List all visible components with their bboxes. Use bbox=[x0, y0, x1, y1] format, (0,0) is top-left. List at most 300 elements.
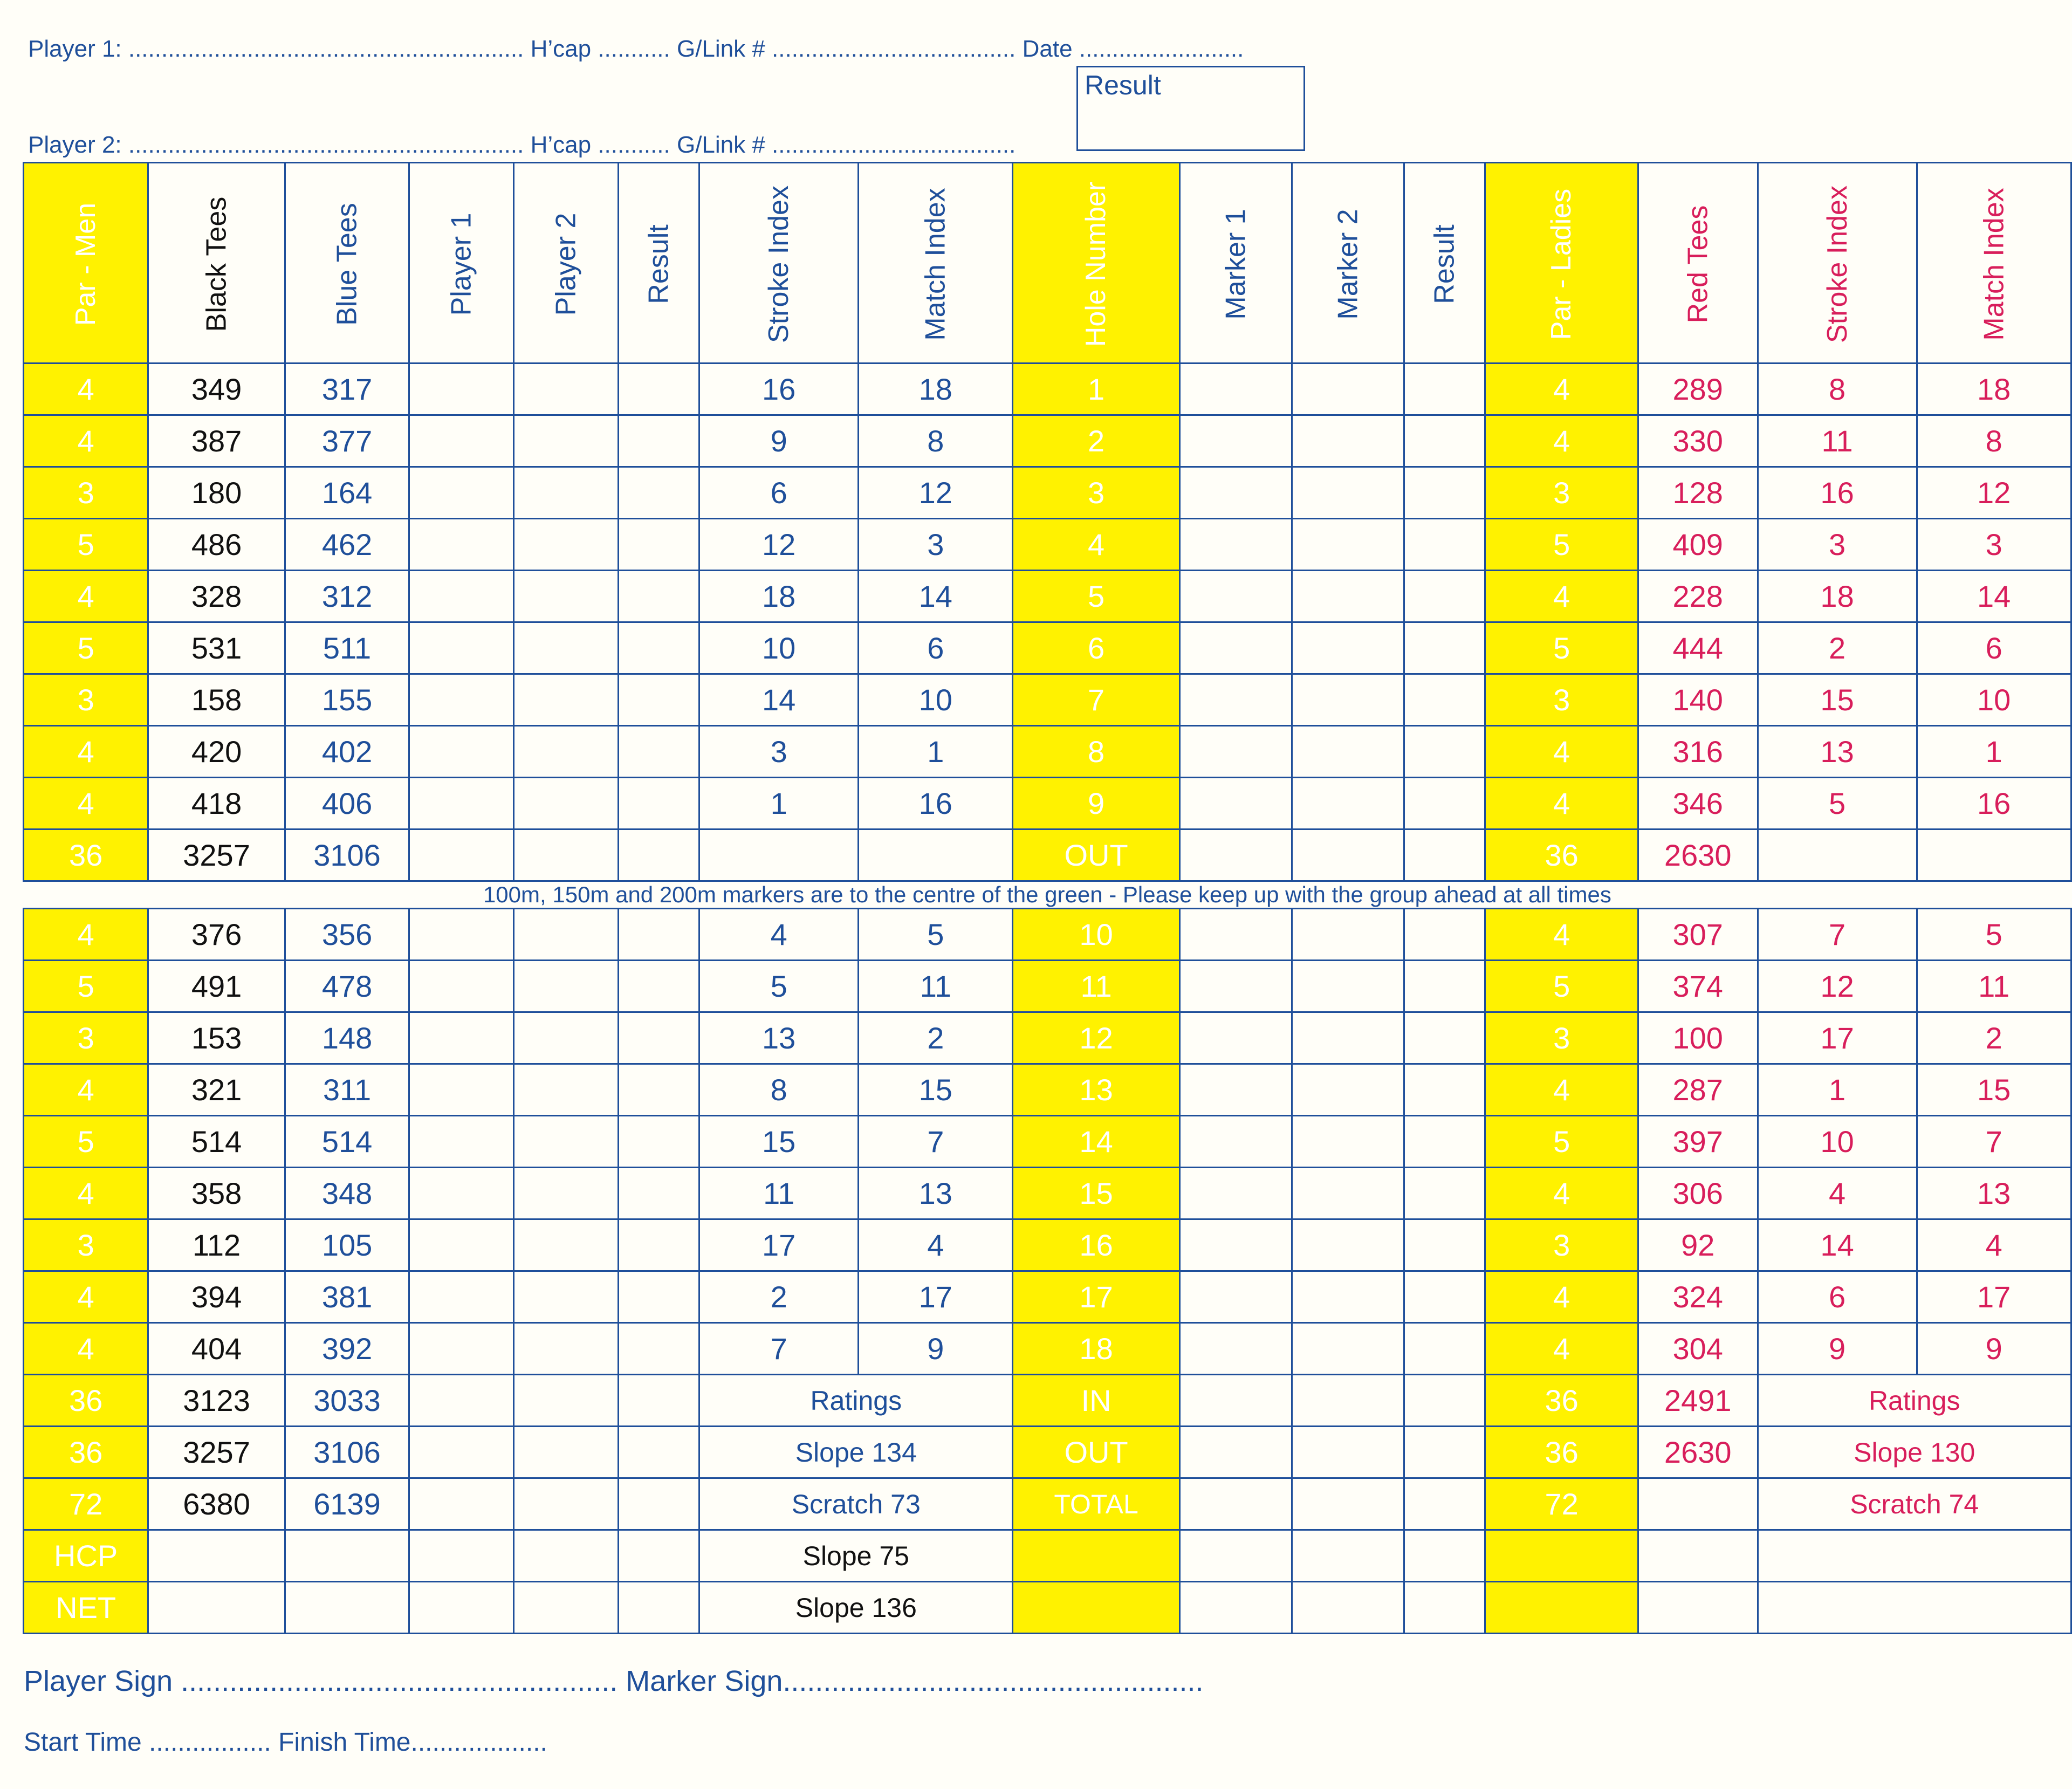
marker-result-total[interactable] bbox=[1404, 1375, 1485, 1427]
marker-result-cell[interactable] bbox=[1404, 778, 1485, 830]
player1-score-cell[interactable] bbox=[409, 961, 514, 1012]
player2-hcp[interactable] bbox=[514, 1530, 619, 1582]
result-cell[interactable] bbox=[618, 415, 699, 467]
par-men-cell: 3 bbox=[24, 1012, 148, 1064]
par-ladies-cell: 4 bbox=[1485, 571, 1638, 622]
red-tees-cell: 409 bbox=[1638, 519, 1758, 571]
hole-row bbox=[24, 571, 2071, 622]
marker-result-net[interactable] bbox=[1404, 1582, 1485, 1634]
hole-row bbox=[24, 1012, 2071, 1064]
player2-score-cell[interactable] bbox=[514, 1012, 619, 1064]
marker2-score-cell[interactable] bbox=[1292, 1116, 1404, 1168]
marker1-score-cell[interactable] bbox=[1179, 467, 1292, 519]
par-men-cell: 5 bbox=[24, 519, 148, 571]
par-men-cell: 4 bbox=[24, 1064, 148, 1116]
column-header-label: Hole Number bbox=[1080, 181, 1112, 347]
marker1-score-cell[interactable] bbox=[1179, 622, 1292, 674]
ladies-match-index-cell: 4 bbox=[1917, 1219, 2071, 1271]
marker2-score-cell[interactable] bbox=[1292, 674, 1404, 726]
par-ladies-cell: 4 bbox=[1485, 1168, 1638, 1219]
player1-score-cell[interactable] bbox=[409, 467, 514, 519]
stroke-index-cell: 4 bbox=[699, 909, 859, 961]
match-index-cell: 18 bbox=[859, 364, 1013, 415]
ladies-match-index-cell: 17 bbox=[1917, 1271, 2071, 1323]
stroke-index-cell: 17 bbox=[699, 1219, 859, 1271]
blue-tees-total: 3106 bbox=[285, 830, 409, 881]
player1-total[interactable] bbox=[409, 1375, 514, 1427]
player1-score-cell[interactable] bbox=[409, 364, 514, 415]
note-row bbox=[24, 881, 2071, 909]
stroke-index-cell: 5 bbox=[699, 961, 859, 1012]
column-header-label: Marker 2 bbox=[1332, 209, 1364, 320]
result-cell[interactable] bbox=[618, 1012, 699, 1064]
ladies-blank bbox=[1758, 1582, 2071, 1634]
player1-score-cell[interactable] bbox=[409, 674, 514, 726]
player1-total[interactable] bbox=[409, 1478, 514, 1530]
par-men-cell: 4 bbox=[24, 778, 148, 830]
ladies-match-index-cell: 5 bbox=[1917, 909, 2071, 961]
player1-score-cell[interactable] bbox=[409, 1168, 514, 1219]
marker-result-cell[interactable] bbox=[1404, 674, 1485, 726]
player2-score-cell[interactable] bbox=[514, 467, 619, 519]
player1-total[interactable] bbox=[409, 1427, 514, 1478]
marker1-score-cell[interactable] bbox=[1179, 1168, 1292, 1219]
marker1-score-cell[interactable] bbox=[1179, 1116, 1292, 1168]
red-tees-total: 2630 bbox=[1638, 1427, 1758, 1478]
result-cell[interactable] bbox=[618, 909, 699, 961]
red-tees-total: 2491 bbox=[1638, 1375, 1758, 1427]
result-total[interactable] bbox=[618, 1375, 699, 1427]
marker-result-cell[interactable] bbox=[1404, 415, 1485, 467]
red-blank[interactable] bbox=[1638, 1530, 1758, 1582]
mens-rating: Slope 136 bbox=[699, 1582, 1013, 1634]
blue-tees-cell: 462 bbox=[285, 519, 409, 571]
column-header bbox=[618, 163, 699, 364]
player2-score-cell[interactable] bbox=[514, 1323, 619, 1375]
result-cell[interactable] bbox=[618, 1323, 699, 1375]
player2-total[interactable] bbox=[514, 1427, 619, 1478]
player1-score-cell[interactable] bbox=[409, 519, 514, 571]
ladies-stroke-index-cell: 2 bbox=[1758, 622, 1917, 674]
red-tees-cell: 397 bbox=[1638, 1116, 1758, 1168]
player1-score-cell[interactable] bbox=[409, 1219, 514, 1271]
player2-score-cell[interactable] bbox=[514, 519, 619, 571]
ladies-stroke-index-cell: 3 bbox=[1758, 519, 1917, 571]
hole-row bbox=[24, 1116, 2071, 1168]
player2-score-cell[interactable] bbox=[514, 415, 619, 467]
marker2-total[interactable] bbox=[1292, 830, 1404, 881]
marker1-score-cell[interactable] bbox=[1179, 415, 1292, 467]
marker-result-cell[interactable] bbox=[1404, 726, 1485, 778]
result-cell[interactable] bbox=[618, 1219, 699, 1271]
black-tees-cell: 153 bbox=[148, 1012, 285, 1064]
marker1-total[interactable] bbox=[1179, 1427, 1292, 1478]
marker-result-total[interactable] bbox=[1404, 1478, 1485, 1530]
result-box[interactable] bbox=[1076, 66, 1305, 151]
result-cell[interactable] bbox=[618, 961, 699, 1012]
par-men-cell: 4 bbox=[24, 364, 148, 415]
player2-net[interactable] bbox=[514, 1582, 619, 1634]
blue-tees-cell: 478 bbox=[285, 961, 409, 1012]
red-tees-total: 2630 bbox=[1638, 830, 1758, 881]
result-cell[interactable] bbox=[618, 622, 699, 674]
black-tees-total: 3123 bbox=[148, 1375, 285, 1427]
player2-score-cell[interactable] bbox=[514, 622, 619, 674]
black-tees-cell: 394 bbox=[148, 1271, 285, 1323]
stroke-index-cell: 15 bbox=[699, 1116, 859, 1168]
grand-total-row bbox=[24, 1478, 2071, 1530]
red-tees-cell: 289 bbox=[1638, 364, 1758, 415]
marker-result-cell[interactable] bbox=[1404, 364, 1485, 415]
marker-result-hcp[interactable] bbox=[1404, 1530, 1485, 1582]
ladies-blank bbox=[1758, 1530, 2071, 1582]
result-total[interactable] bbox=[618, 1427, 699, 1478]
blue-tees-cell: 381 bbox=[285, 1271, 409, 1323]
result-cell[interactable] bbox=[618, 1271, 699, 1323]
ladies-stroke-index-cell: 6 bbox=[1758, 1271, 1917, 1323]
hole-row bbox=[24, 1064, 2071, 1116]
red-tees-cell: 324 bbox=[1638, 1271, 1758, 1323]
times-line[interactable]: Start Time ................. Finish Time................... bbox=[24, 1728, 547, 1757]
hole-row bbox=[24, 1219, 2071, 1271]
marker2-score-cell[interactable] bbox=[1292, 1012, 1404, 1064]
result-total[interactable] bbox=[618, 830, 699, 881]
black-blank[interactable] bbox=[148, 1582, 285, 1634]
hole-row bbox=[24, 778, 2071, 830]
player1-score-cell[interactable] bbox=[409, 1012, 514, 1064]
marker-result-cell[interactable] bbox=[1404, 1012, 1485, 1064]
match-index-cell: 11 bbox=[859, 961, 1013, 1012]
player1-score-cell[interactable] bbox=[409, 778, 514, 830]
marker2-score-cell[interactable] bbox=[1292, 1064, 1404, 1116]
player1-score-cell[interactable] bbox=[409, 909, 514, 961]
marker-result-cell[interactable] bbox=[1404, 467, 1485, 519]
marker1-score-cell[interactable] bbox=[1179, 909, 1292, 961]
column-header-label: Stroke Index bbox=[763, 186, 795, 343]
marker1-score-cell[interactable] bbox=[1179, 961, 1292, 1012]
result-cell[interactable] bbox=[618, 364, 699, 415]
total-label: TOTAL bbox=[1013, 1478, 1179, 1530]
red-tees-cell: 316 bbox=[1638, 726, 1758, 778]
ladies-match-index-cell: 6 bbox=[1917, 622, 2071, 674]
ladies-rating: Scratch 74 bbox=[1758, 1478, 2071, 1530]
hole-number-cell: 4 bbox=[1013, 519, 1179, 571]
result-cell[interactable] bbox=[618, 1116, 699, 1168]
stroke-index-cell: 16 bbox=[699, 364, 859, 415]
ladies-match-index-cell: 7 bbox=[1917, 1116, 2071, 1168]
column-header bbox=[1179, 163, 1292, 364]
player2-score-cell[interactable] bbox=[514, 1116, 619, 1168]
ladies-match-index-cell: 10 bbox=[1917, 674, 2071, 726]
hole-number-cell: 1 bbox=[1013, 364, 1179, 415]
marker1-total[interactable] bbox=[1179, 830, 1292, 881]
marker-result-cell[interactable] bbox=[1404, 519, 1485, 571]
marker2-score-cell[interactable] bbox=[1292, 909, 1404, 961]
blue-tees-cell: 311 bbox=[285, 1064, 409, 1116]
player1-score-cell[interactable] bbox=[409, 1064, 514, 1116]
par-men-cell: 4 bbox=[24, 1168, 148, 1219]
hole-number-cell: 3 bbox=[1013, 467, 1179, 519]
player2-line[interactable]: Player 2: ............................................................ H’cap ........... G/Link # ..................................... bbox=[28, 132, 1016, 158]
result-total[interactable] bbox=[618, 1478, 699, 1530]
marker-result-cell[interactable] bbox=[1404, 1064, 1485, 1116]
player1-score-cell[interactable] bbox=[409, 1323, 514, 1375]
player2-score-cell[interactable] bbox=[514, 674, 619, 726]
column-header-label: Player 1 bbox=[445, 213, 477, 316]
par-ladies-cell: 4 bbox=[1485, 1064, 1638, 1116]
marker1-score-cell[interactable] bbox=[1179, 726, 1292, 778]
player2-score-cell[interactable] bbox=[514, 909, 619, 961]
marker-result-cell[interactable] bbox=[1404, 961, 1485, 1012]
marker2-score-cell[interactable] bbox=[1292, 726, 1404, 778]
header-row bbox=[24, 163, 2071, 364]
stroke-index-blank bbox=[699, 830, 859, 881]
marker2-net[interactable] bbox=[1292, 1582, 1404, 1634]
player2-score-cell[interactable] bbox=[514, 364, 619, 415]
stroke-index-cell: 18 bbox=[699, 571, 859, 622]
par-men-cell: 4 bbox=[24, 726, 148, 778]
blue-tees-total: 3106 bbox=[285, 1427, 409, 1478]
stroke-index-cell: 9 bbox=[699, 415, 859, 467]
marker2-score-cell[interactable] bbox=[1292, 415, 1404, 467]
column-header-label: Result bbox=[1429, 224, 1460, 304]
player1-score-cell[interactable] bbox=[409, 1271, 514, 1323]
match-index-cell: 17 bbox=[859, 1271, 1013, 1323]
par-ladies-cell: 4 bbox=[1485, 909, 1638, 961]
par-men-cell: 4 bbox=[24, 571, 148, 622]
marker1-net[interactable] bbox=[1179, 1582, 1292, 1634]
blue-tees-cell: 406 bbox=[285, 778, 409, 830]
red-tees-cell: 330 bbox=[1638, 415, 1758, 467]
marker-result-cell[interactable] bbox=[1404, 571, 1485, 622]
red-tees-cell: 374 bbox=[1638, 961, 1758, 1012]
match-index-cell: 8 bbox=[859, 415, 1013, 467]
marker2-total[interactable] bbox=[1292, 1375, 1404, 1427]
scorecard-table bbox=[23, 162, 2072, 1634]
marker-result-cell[interactable] bbox=[1404, 1219, 1485, 1271]
marker1-score-cell[interactable] bbox=[1179, 674, 1292, 726]
par-ladies-cell: 3 bbox=[1485, 674, 1638, 726]
stroke-index-cell: 2 bbox=[699, 1271, 859, 1323]
ladies-rating: Ratings bbox=[1758, 1375, 2071, 1427]
par-ladies-cell: 3 bbox=[1485, 1219, 1638, 1271]
result-cell[interactable] bbox=[618, 778, 699, 830]
red-tees-cell: 228 bbox=[1638, 571, 1758, 622]
black-blank[interactable] bbox=[148, 1530, 285, 1582]
marker-result-cell[interactable] bbox=[1404, 909, 1485, 961]
player2-total[interactable] bbox=[514, 830, 619, 881]
black-tees-cell: 420 bbox=[148, 726, 285, 778]
marker1-score-cell[interactable] bbox=[1179, 1064, 1292, 1116]
marker1-hcp[interactable] bbox=[1179, 1530, 1292, 1582]
player2-score-cell[interactable] bbox=[514, 1168, 619, 1219]
ladies-stroke-index-cell: 8 bbox=[1758, 364, 1917, 415]
result-cell[interactable] bbox=[618, 467, 699, 519]
match-index-cell: 9 bbox=[859, 1323, 1013, 1375]
marker2-score-cell[interactable] bbox=[1292, 364, 1404, 415]
marker1-total[interactable] bbox=[1179, 1375, 1292, 1427]
column-header-label: Stroke Index bbox=[1821, 186, 1853, 343]
stroke-index-cell: 6 bbox=[699, 467, 859, 519]
marker2-score-cell[interactable] bbox=[1292, 622, 1404, 674]
black-tees-cell: 328 bbox=[148, 571, 285, 622]
player2-score-cell[interactable] bbox=[514, 1271, 619, 1323]
marker-result-total[interactable] bbox=[1404, 830, 1485, 881]
column-header bbox=[699, 163, 859, 364]
player1-score-cell[interactable] bbox=[409, 415, 514, 467]
stroke-index-cell: 10 bbox=[699, 622, 859, 674]
marker1-score-cell[interactable] bbox=[1179, 519, 1292, 571]
marker-result-cell[interactable] bbox=[1404, 1116, 1485, 1168]
marker2-score-cell[interactable] bbox=[1292, 1168, 1404, 1219]
red-tees-cell: 100 bbox=[1638, 1012, 1758, 1064]
hole-blank bbox=[1013, 1530, 1179, 1582]
blue-blank[interactable] bbox=[285, 1530, 409, 1582]
hole-row bbox=[24, 909, 2071, 961]
marker2-score-cell[interactable] bbox=[1292, 1323, 1404, 1375]
column-header bbox=[1404, 163, 1485, 364]
column-header bbox=[148, 163, 285, 364]
result-cell[interactable] bbox=[618, 674, 699, 726]
marker2-score-cell[interactable] bbox=[1292, 467, 1404, 519]
ladies-stroke-index-cell: 14 bbox=[1758, 1219, 1917, 1271]
marker1-score-cell[interactable] bbox=[1179, 778, 1292, 830]
marker-result-cell[interactable] bbox=[1404, 1271, 1485, 1323]
match-index-cell: 2 bbox=[859, 1012, 1013, 1064]
black-tees-cell: 404 bbox=[148, 1323, 285, 1375]
match-index-cell: 15 bbox=[859, 1064, 1013, 1116]
ladies-match-index-cell: 14 bbox=[1917, 571, 2071, 622]
hole-row bbox=[24, 1168, 2071, 1219]
red-tees-cell: 140 bbox=[1638, 674, 1758, 726]
mens-rating: Slope 134 bbox=[699, 1427, 1013, 1478]
blue-tees-cell: 511 bbox=[285, 622, 409, 674]
hole-number-cell: 7 bbox=[1013, 674, 1179, 726]
stroke-index-cell: 3 bbox=[699, 726, 859, 778]
column-header bbox=[24, 163, 148, 364]
player2-score-cell[interactable] bbox=[514, 961, 619, 1012]
signature-line[interactable]: Player Sign ...................................................... Marker Sign.................................................... bbox=[24, 1665, 1204, 1697]
player2-score-cell[interactable] bbox=[514, 726, 619, 778]
match-index-cell: 13 bbox=[859, 1168, 1013, 1219]
black-tees-total: 3257 bbox=[148, 1427, 285, 1478]
player1-total[interactable] bbox=[409, 830, 514, 881]
total-label: IN bbox=[1013, 1375, 1179, 1427]
hole-number-cell: 13 bbox=[1013, 1064, 1179, 1116]
par-men-cell: 4 bbox=[24, 1271, 148, 1323]
marker2-score-cell[interactable] bbox=[1292, 1219, 1404, 1271]
result-hcp[interactable] bbox=[618, 1530, 699, 1582]
column-header-label: Result bbox=[643, 224, 675, 304]
result-cell[interactable] bbox=[618, 519, 699, 571]
result-cell[interactable] bbox=[618, 1168, 699, 1219]
player2-score-cell[interactable] bbox=[514, 778, 619, 830]
marker2-hcp[interactable] bbox=[1292, 1530, 1404, 1582]
column-header bbox=[285, 163, 409, 364]
hole-row bbox=[24, 415, 2071, 467]
player1-score-cell[interactable] bbox=[409, 571, 514, 622]
marker-result-cell[interactable] bbox=[1404, 1168, 1485, 1219]
ladies-stroke-index-cell: 10 bbox=[1758, 1116, 1917, 1168]
player1-score-cell[interactable] bbox=[409, 622, 514, 674]
ladies-stroke-index-cell: 9 bbox=[1758, 1323, 1917, 1375]
ladies-stroke-index-cell: 5 bbox=[1758, 778, 1917, 830]
result-cell[interactable] bbox=[618, 571, 699, 622]
match-index-cell: 4 bbox=[859, 1219, 1013, 1271]
hole-number-cell: 5 bbox=[1013, 571, 1179, 622]
hole-row bbox=[24, 467, 2071, 519]
net-row bbox=[24, 1582, 2071, 1634]
blue-tees-cell: 155 bbox=[285, 674, 409, 726]
result-cell[interactable] bbox=[618, 726, 699, 778]
match-index-cell: 7 bbox=[859, 1116, 1013, 1168]
marker-result-cell[interactable] bbox=[1404, 622, 1485, 674]
player1-line[interactable]: Player 1: ............................................................ H’cap ........... G/Link # ..................................... Date ......................... bbox=[28, 36, 1244, 62]
mens-rating: Ratings bbox=[699, 1375, 1013, 1427]
result-net[interactable] bbox=[618, 1582, 699, 1634]
marker2-score-cell[interactable] bbox=[1292, 778, 1404, 830]
black-tees-total: 6380 bbox=[148, 1478, 285, 1530]
match-index-cell: 14 bbox=[859, 571, 1013, 622]
marker2-score-cell[interactable] bbox=[1292, 1271, 1404, 1323]
blue-tees-cell: 164 bbox=[285, 467, 409, 519]
par-ladies-cell: 5 bbox=[1485, 1116, 1638, 1168]
marker1-score-cell[interactable] bbox=[1179, 1271, 1292, 1323]
marker1-total[interactable] bbox=[1179, 1478, 1292, 1530]
match-index-cell: 16 bbox=[859, 778, 1013, 830]
player2-score-cell[interactable] bbox=[514, 1219, 619, 1271]
player1-hcp[interactable] bbox=[409, 1530, 514, 1582]
player2-total[interactable] bbox=[514, 1478, 619, 1530]
player2-total[interactable] bbox=[514, 1375, 619, 1427]
player1-score-cell[interactable] bbox=[409, 726, 514, 778]
marker2-total[interactable] bbox=[1292, 1478, 1404, 1530]
marker1-score-cell[interactable] bbox=[1179, 1219, 1292, 1271]
red-tees-cell: 287 bbox=[1638, 1064, 1758, 1116]
player1-score-cell[interactable] bbox=[409, 1116, 514, 1168]
red-blank[interactable] bbox=[1638, 1582, 1758, 1634]
player2-score-cell[interactable] bbox=[514, 571, 619, 622]
ladies-stroke-index-cell: 15 bbox=[1758, 674, 1917, 726]
player1-net[interactable] bbox=[409, 1582, 514, 1634]
marker2-score-cell[interactable] bbox=[1292, 519, 1404, 571]
marker1-score-cell[interactable] bbox=[1179, 1012, 1292, 1064]
in-total-row bbox=[24, 1375, 2071, 1427]
total-label: OUT bbox=[1013, 1427, 1179, 1478]
par-ladies-total: 36 bbox=[1485, 1427, 1638, 1478]
marker-result-cell[interactable] bbox=[1404, 1323, 1485, 1375]
result-cell[interactable] bbox=[618, 1064, 699, 1116]
ladies-match-index-cell: 15 bbox=[1917, 1064, 2071, 1116]
match-index-cell: 5 bbox=[859, 909, 1013, 961]
marker2-score-cell[interactable] bbox=[1292, 961, 1404, 1012]
blue-blank[interactable] bbox=[285, 1582, 409, 1634]
player2-score-cell[interactable] bbox=[514, 1064, 619, 1116]
marker1-score-cell[interactable] bbox=[1179, 364, 1292, 415]
marker1-score-cell[interactable] bbox=[1179, 1323, 1292, 1375]
marker-result-total[interactable] bbox=[1404, 1427, 1485, 1478]
par-ladies-cell: 4 bbox=[1485, 726, 1638, 778]
ladies-match-index-cell: 11 bbox=[1917, 961, 2071, 1012]
red-tees-cell: 128 bbox=[1638, 467, 1758, 519]
marker1-score-cell[interactable] bbox=[1179, 571, 1292, 622]
black-tees-cell: 418 bbox=[148, 778, 285, 830]
red-tees-cell: 444 bbox=[1638, 622, 1758, 674]
black-tees-cell: 514 bbox=[148, 1116, 285, 1168]
marker2-score-cell[interactable] bbox=[1292, 571, 1404, 622]
par-ladies-cell: 5 bbox=[1485, 519, 1638, 571]
marker2-total[interactable] bbox=[1292, 1427, 1404, 1478]
